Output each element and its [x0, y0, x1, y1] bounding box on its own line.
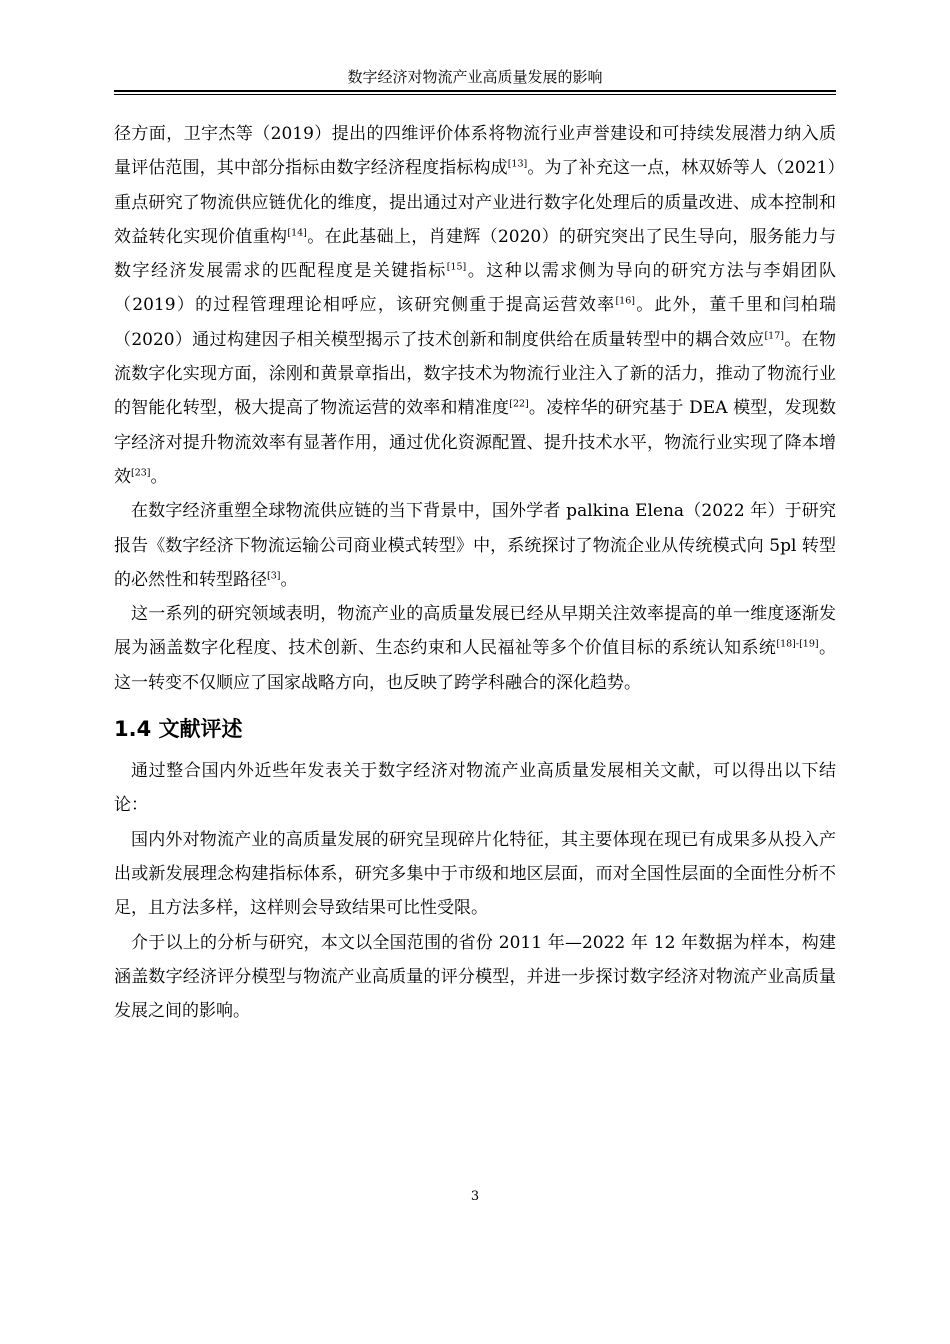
paragraph: 国内外对物流产业的高质量发展的研究呈现碎片化特征，其主要体现在现已有成果多从投入产出或新发展理念构建指标体系，研究多集中于市级和地区层面，而对全国性层面的全面性分析不足，且方法多样，这样则会导致结果可比性受限。 — [114, 829, 836, 919]
paragraph — [114, 494, 836, 597]
text-run: 。 — [150, 466, 168, 487]
running-header: 数字经济对物流产业高质量发展的影响 — [347, 68, 603, 86]
text-run: 径方面，卫宇杰等（2019）提出的四维评价体系将物流行业声誉建设和可持续发展潜力纳入质量评估范围，其中部分指标由数字经济程度指标构成 — [114, 124, 836, 179]
citation-ref: [17] — [764, 330, 784, 342]
text-run: 。这一转变不仅顺应了国家战略方向，也反映了跨学科融合的深化趋势。 — [114, 638, 837, 693]
body-text — [114, 117, 836, 1028]
citation-ref: [22] — [509, 398, 529, 410]
paragraph: 通过整合国内外近些年发表关于数字经济对物流产业高质量发展相关文献，可以得出以下结论： — [114, 761, 836, 816]
header-rule-thin — [114, 94, 836, 95]
text-run: 。凌梓华的研究基于 DEA 模型，发现数字经济对提升物流效率有显著作用，通过优化资源配置、提升技术水平，物流行业实现了降本增效 — [114, 398, 837, 487]
citation-ref: [18]-[19] — [776, 638, 819, 650]
citation-ref: [23] — [131, 467, 151, 479]
text-run: 。在物流数字化实现方面，涂刚和黄景章指出，数字技术为物流行业注入了新的活力，推动了物流行业的智能化转型，极大提高了物流运营的效率和精准度 — [114, 329, 837, 419]
text-run: 这一系列的研究领域表明，物流产业的高质量发展已经从早期关注效率提高的单一维度逐渐发展为涵盖数字化程度、技术创新、生态约束和人民福祉等多个价值目标的系统认知系统 — [114, 604, 836, 659]
literature-paragraphs — [114, 117, 836, 700]
page-number: 3 — [470, 1189, 480, 1204]
header-rule-thick — [114, 90, 836, 92]
paragraph — [114, 117, 836, 494]
section-heading: 1.4 文献评述 — [114, 717, 243, 742]
citation-ref: [13] — [507, 158, 528, 170]
text-run: 。在此基础上，肖建辉（2020）的研究突出了民生导向，服务能力与数字经济发展需求的匹配程度是关键指标 — [114, 226, 836, 282]
paragraph: 介于以上的分析与研究，本文以全国范围的省份 2011 年—2022 年 12 年数据为样本，构建涵盖数字经济评分模型与物流产业高质量的评分模型，并进一步探讨数字经济对物流产业高质量发展之间的影响。 — [114, 932, 836, 1022]
citation-ref: [15] — [446, 261, 467, 273]
text-run: 。为了补充这一点，林双娇等人（2021）重点研究了物流供应链优化的维度，提出通过对产业进行数字化处理后的质量改进、成本控制和效益转化实现价值重构 — [114, 158, 837, 247]
text-run: 在数字经济重塑全球物流供应链的当下背景中，国外学者 palkina Elena（2022 年）于研究报告《数字经济下物流运输公司商业模式转型》中，系统探讨了物流企业从传统模式向 5pl 转型的必然性和转型路径 — [114, 501, 836, 590]
citation-ref: [14] — [287, 227, 307, 239]
text-run: 。此外，董千里和闫柏瑞（2020）通过构建因子相关模型揭示了技术创新和制度供给在质量转型中的耦合效应 — [114, 295, 837, 350]
text-run: 。 — [280, 569, 298, 590]
paragraph — [114, 597, 836, 700]
citation-ref: [3] — [267, 570, 281, 582]
citation-ref: [16] — [615, 295, 635, 307]
text-run: 。这种以需求侧为导向的研究方法与李娟团队（2019）的过程管理理论相呼应，该研究侧重于提高运营效率 — [114, 261, 837, 316]
review-paragraphs — [114, 754, 836, 1028]
